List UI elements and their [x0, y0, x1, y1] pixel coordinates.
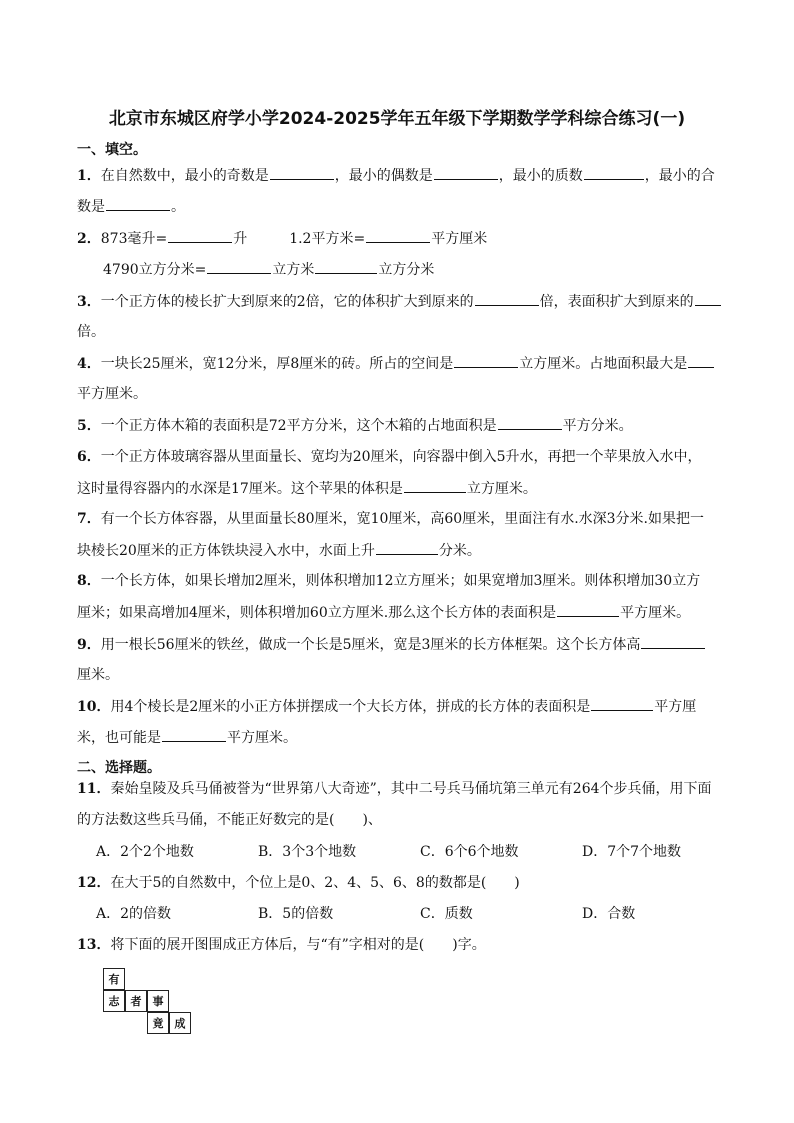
section-multiple-choice: 二、选择题。: [77, 760, 161, 776]
question-3-cont: 倍。: [77, 324, 105, 340]
answer-blank[interactable]: [106, 196, 170, 211]
question-8-cont: 厘米；如果高增加4厘米，则体积增加60立方厘米.那么这个长方体的表面积是 平方厘米。: [77, 602, 690, 623]
question-13: 13．将下面的展开图围成正方体后，与“有”字相对的是( )字。: [77, 937, 486, 953]
option-b[interactable]: B．5的倍数: [258, 906, 334, 922]
answer-blank[interactable]: [315, 259, 377, 274]
answer-blank[interactable]: [168, 228, 232, 243]
question-11-options: [96, 842, 744, 862]
option-b[interactable]: B．3个3个地数: [258, 844, 357, 860]
question-9: 9．用一根长56厘米的铁丝，做成一个长是5厘米，宽是3厘米的长方体框架。这个长方体高: [77, 634, 706, 655]
cube-net-diagram: [101, 966, 197, 1038]
question-10-cont: 米，也可能是 平方厘米。: [77, 727, 297, 748]
question-10: 10．用4个棱长是2厘米的小正方体拼摆成一个大长方体，拼成的长方体的表面积是 平方厘: [77, 696, 696, 717]
answer-blank[interactable]: [591, 696, 653, 711]
option-d[interactable]: D．合数: [582, 906, 636, 922]
question-5: 5．一个正方体木箱的表面积是72平方分米，这个木箱的占地面积是 平方分米。: [77, 415, 633, 436]
option-c[interactable]: C．质数: [420, 906, 473, 922]
option-a[interactable]: A．2个2个地数: [96, 844, 194, 860]
answer-blank[interactable]: [366, 228, 430, 243]
question-9-cont: 厘米。: [77, 667, 119, 683]
question-4: 4．一块长25厘米，宽12分米，厚8厘米的砖。所占的空间是 立方厘米。占地面积最大是: [77, 353, 715, 374]
section-fill-blank: 一、填空。: [77, 142, 147, 158]
question-2-cont: 4790立方分米= 立方米 立方分米: [103, 259, 434, 280]
net-cell: 有: [103, 968, 125, 990]
answer-blank[interactable]: [454, 353, 518, 368]
option-d[interactable]: D．7个7个地数: [582, 844, 682, 860]
page-title: 北京市东城区府学小学2024-2025学年五年级下学期数学学科综合练习(一): [108, 109, 686, 129]
answer-blank[interactable]: [695, 291, 721, 306]
net-cell: 者: [125, 990, 147, 1012]
question-1: 1．在自然数中，最小的奇数是 ，最小的偶数是 ，最小的质数 ，最小的合: [77, 165, 715, 186]
question-7: 7．有一个长方体容器，从里面量长80厘米，宽10厘米，高60厘米，里面注有水.水深3分米.如果把一: [77, 511, 704, 527]
answer-blank[interactable]: [404, 478, 466, 493]
answer-blank[interactable]: [498, 415, 562, 430]
answer-blank[interactable]: [557, 602, 619, 617]
answer-blank[interactable]: [688, 353, 714, 368]
question-4-cont: 平方厘米。: [77, 386, 147, 402]
question-11-cont: 的方法数这些兵马俑，不能正好数完的是( )、: [77, 812, 382, 828]
option-a[interactable]: A．2的倍数: [96, 906, 172, 922]
net-cell: 成: [169, 1012, 191, 1034]
question-3: 3．一个正方体的棱长扩大到原来的2倍，它的体积扩大到原来的 倍，表面积扩大到原来的: [77, 291, 722, 312]
net-cell: 竟: [147, 1012, 169, 1034]
question-12: 12．在大于5的自然数中，个位上是0、2、4、5、6、8的数都是( ): [77, 875, 520, 891]
question-7-cont: 块棱长20厘米的正方体铁块浸入水中，水面上升 分米。: [77, 540, 481, 561]
net-cell: 志: [103, 990, 125, 1012]
answer-blank[interactable]: [434, 165, 498, 180]
answer-blank[interactable]: [270, 165, 334, 180]
net-cell: 事: [147, 990, 169, 1012]
question-6-cont: 这时量得容器内的水深是17厘米。这个苹果的体积是 立方厘米。: [77, 478, 537, 499]
answer-blank[interactable]: [641, 634, 705, 649]
answer-blank[interactable]: [162, 727, 226, 742]
answer-blank[interactable]: [475, 291, 539, 306]
question-2: 2．873毫升= 升 1.2平方米= 平方厘米: [77, 228, 487, 249]
question-8: 8．一个长方体，如果长增加2厘米，则体积增加12立方厘米；如果宽增加3厘米。则体积增加30立方: [77, 573, 701, 589]
option-c[interactable]: C．6个6个地数: [420, 844, 519, 860]
question-1-cont: 数是 。: [77, 196, 185, 217]
answer-blank[interactable]: [376, 540, 438, 555]
question-12-options: [96, 904, 744, 924]
question-6: 6．一个正方体玻璃容器从里面量长、宽均为20厘米，向容器中倒入5升水，再把一个苹果放入水中，: [77, 449, 702, 465]
answer-blank[interactable]: [207, 259, 271, 274]
question-11: 11．秦始皇陵及兵马俑被誉为“世界第八大奇迹”，其中二号兵马俑坑第三单元有264个步兵俑，用下面: [77, 781, 712, 797]
answer-blank[interactable]: [584, 165, 644, 180]
